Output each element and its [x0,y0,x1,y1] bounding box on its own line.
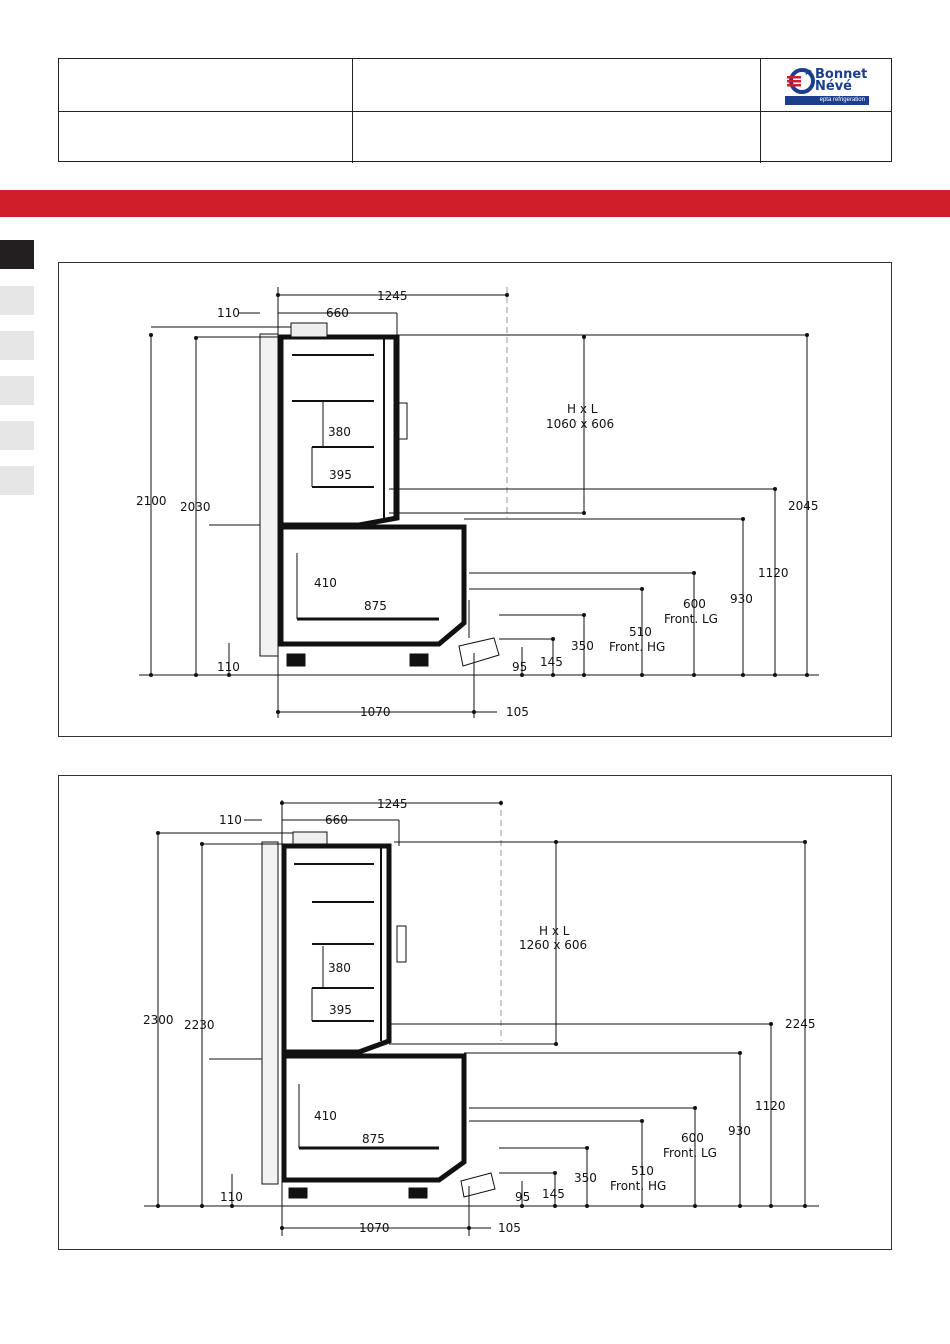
dim-95: 95 [512,660,528,674]
dim-base-width: 1070 [360,705,391,719]
dim-front-lg-label: Front. LG [663,1146,717,1160]
logo-word-1: Bonnet [815,67,868,82]
dim-front-hg-value: 510 [631,1164,654,1178]
glass-label: H x L [567,402,598,416]
dim-105: 105 [506,705,529,719]
dim-inner-height: 2230 [184,1018,215,1032]
dim-h930: 930 [728,1124,751,1138]
dim-base-width: 1070 [359,1221,390,1235]
dim-front-lg-value: 600 [681,1131,704,1145]
logo-icon [785,66,819,98]
side-tab[interactable] [0,466,34,495]
dim-145: 145 [542,1187,565,1201]
header-cell [59,111,353,163]
dim-base-left: 110 [220,1190,243,1204]
dim-95: 95 [515,1190,531,1204]
dim-h350: 350 [571,639,594,653]
logo-word-2: Névé [815,79,852,94]
dim-h1120: 1120 [758,566,789,580]
dim-right-height: 2245 [785,1017,816,1031]
glass-dims: 1260 x 606 [519,938,588,952]
drawing-panel-2 [58,775,892,1250]
header-cell [353,111,761,163]
side-tab[interactable] [0,421,34,450]
dim-overall-height: 2100 [136,494,167,508]
dim-shelf-a: 380 [328,961,351,975]
glass-label: H x L [539,924,570,938]
dim-shelf-b: 395 [329,1003,352,1017]
dim-h930: 930 [730,592,753,606]
header-row [59,111,891,163]
side-tab[interactable] [0,331,34,360]
header-table [58,58,892,162]
header-cell [353,59,761,111]
side-tab[interactable] [0,376,34,405]
glass-dims: 1060 x 606 [546,417,615,431]
dim-h350: 350 [574,1171,597,1185]
dim-front-lg-label: Front. LG [664,612,718,626]
dim-well-width: 875 [362,1132,385,1146]
dim-front-lg-value: 600 [683,597,706,611]
logo-tagline: epta refrigeration [785,96,869,105]
header-cell [761,111,891,163]
dim-top-offset: 110 [219,813,242,827]
dim-overall-height: 2300 [143,1013,174,1027]
dim-overall-width: 1245 [377,289,408,303]
logo-cell [761,59,891,111]
dim-overall-width: 1245 [377,797,408,811]
dim-well-depth: 410 [314,1109,337,1123]
dim-shelf-a: 380 [328,425,351,439]
dim-105: 105 [498,1221,521,1235]
dim-top-depth: 660 [325,813,348,827]
dim-base-left: 110 [217,660,240,674]
red-band [0,190,950,217]
dim-h1120: 1120 [755,1099,786,1113]
dim-right-height: 2045 [788,499,819,513]
cabinet-drawing [59,776,893,1251]
dim-shelf-b: 395 [329,468,352,482]
dim-front-hg-label: Front. HG [609,640,666,654]
header-cell [59,59,353,111]
drawing-panel-1 [58,262,892,737]
dim-inner-height: 2030 [180,500,211,514]
dim-top-offset: 110 [217,306,240,320]
side-tab-active[interactable] [0,240,34,269]
header-row [59,59,891,112]
dim-front-hg-value: 510 [629,625,652,639]
cabinet-drawing [59,263,893,738]
dim-well-width: 875 [364,599,387,613]
dim-well-depth: 410 [314,576,337,590]
dim-front-hg-label: Front. HG [610,1179,667,1193]
dim-145: 145 [540,655,563,669]
brand-logo [781,64,873,108]
side-tab[interactable] [0,286,34,315]
dim-top-depth: 660 [326,306,349,320]
